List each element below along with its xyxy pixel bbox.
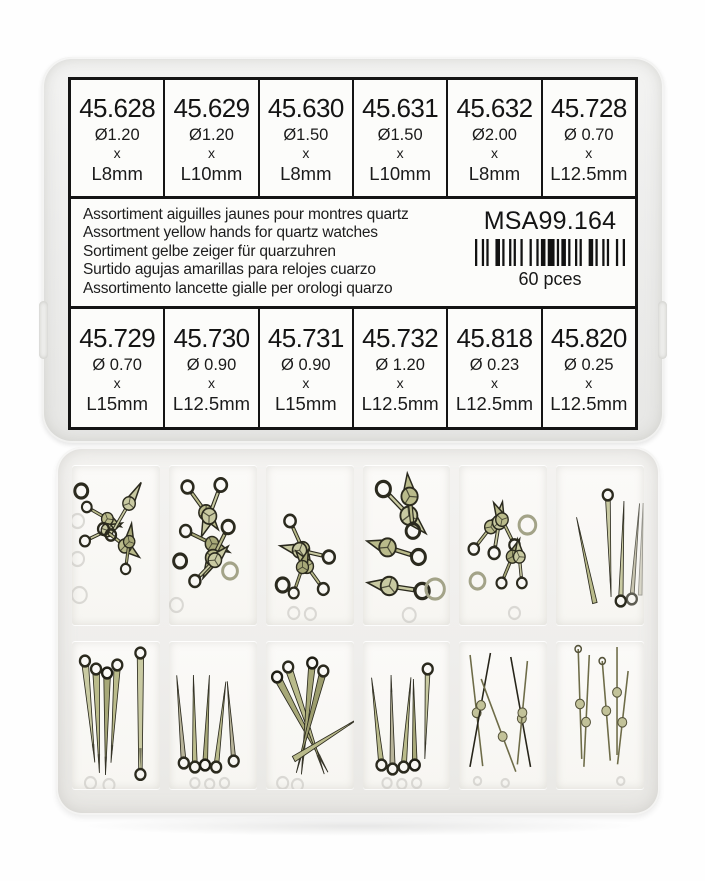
part-separator: x [302,374,310,391]
part-length: L8mm [91,162,143,184]
part-separator: x [302,144,310,161]
part-number: 45.728 [550,92,627,123]
label-cell-10 [354,309,448,427]
part-number: 45.628 [79,92,156,123]
part-number: 45.732 [362,322,439,353]
label-cell-4 [354,80,448,196]
part-separator: x [585,144,593,161]
label-descriptions [71,199,465,306]
compartment-45-630 [266,465,354,625]
part-separator: x [113,144,121,161]
part-separator: x [207,374,215,391]
compartment-45-631 [363,465,451,625]
part-diameter: Ø 0.23 [469,355,520,374]
compartment-45-818 [459,641,547,789]
part-number: 45.629 [173,92,250,123]
lid-tab-right [658,301,667,359]
part-separator: x [585,374,593,391]
part-number: 45.818 [456,322,533,353]
compartment-45-628 [72,465,160,625]
part-diameter: Ø 0.25 [564,355,614,374]
part-length: L12.5mm [361,392,439,414]
label-description-line-es: Surtido agujas amarillas para relojes cuarzo [83,261,376,279]
label-reference-block [465,199,635,306]
watch-hands-graphic [363,465,451,625]
label-cell-2 [165,80,259,196]
part-diameter: Ø2.00 [472,125,517,144]
part-diameter: Ø 1.20 [375,355,425,374]
label-cell-12 [543,309,635,427]
box-lid [42,57,664,443]
watch-hands-graphic [363,641,451,789]
part-separator: x [490,374,498,391]
part-length: L8mm [280,162,332,184]
label-cell-5 [448,80,542,196]
watch-hands-graphic [169,641,257,789]
part-length: L12.5mm [172,392,251,414]
part-length: L10mm [369,162,431,184]
label-cell-6 [543,80,635,196]
part-length: L8mm [468,162,521,184]
label-description-line-fr: Assortiment aiguilles jaunes pour montres quartz [83,206,409,223]
barcode [475,239,625,266]
part-diameter: Ø1.20 [94,125,140,144]
part-length: L10mm [180,162,243,184]
box-tray [56,447,660,815]
compartment-grid [72,465,644,789]
part-number: 45.631 [362,92,439,123]
watch-hands-graphic [266,465,354,625]
label-description-line-en: Assortment yellow hands for quartz watches [83,224,378,242]
watch-hands-graphic [169,465,257,625]
part-length: L12.5mm [455,392,534,414]
compartment-45-632 [459,465,547,625]
label-cell-7 [71,309,165,427]
part-separator: x [490,144,498,161]
part-separator: x [207,144,215,161]
label-row-bottom [71,309,635,427]
label-cell-8 [165,309,259,427]
watch-hands-graphic [459,465,547,625]
watch-hands-graphic [72,641,160,789]
part-number: 45.632 [456,92,533,123]
label-cell-11 [448,309,542,427]
label-cell-1 [71,80,165,196]
part-diameter: Ø1.20 [189,125,234,144]
watch-hands-graphic [459,641,547,789]
part-diameter: Ø1.50 [377,125,423,144]
label-description-line-it: Assortimento lancette gialle per orologi quarzo [83,279,393,297]
watch-hands-graphic [266,641,354,789]
reference-number: MSA99.164 [483,207,617,235]
part-number: 45.731 [267,322,344,353]
part-separator: x [396,374,404,391]
compartment-45-729 [72,641,160,789]
label-cell-3 [260,80,354,196]
tray-drop-shadow [78,816,640,836]
label-description-line-de: Sortiment gelbe zeiger für quarzuhren [83,242,336,260]
part-length: L15mm [86,392,149,414]
part-diameter: Ø 0.70 [564,125,614,144]
part-diameter: Ø 0.90 [186,355,237,374]
label-row-top [71,80,635,199]
assortment-label [68,77,638,430]
compartment-45-820 [556,641,644,789]
compartment-45-730 [169,641,257,789]
part-separator: x [396,144,404,161]
part-number: 45.820 [550,322,627,353]
label-info-band [71,199,635,309]
lid-tab-left [39,301,48,359]
label-cell-9 [260,309,354,427]
watch-hands-graphic [72,465,160,625]
compartment-45-732 [363,641,451,789]
piece-count: 60 pces [518,269,582,289]
watch-hands-graphic [556,641,644,789]
part-separator: x [113,374,121,391]
part-number: 45.630 [267,92,344,123]
part-number: 45.730 [173,322,250,353]
part-diameter: Ø1.50 [283,125,329,144]
part-number: 45.729 [79,322,156,353]
part-diameter: Ø 0.70 [92,355,142,374]
watch-hands-graphic [556,465,644,625]
part-diameter: Ø 0.90 [281,355,331,374]
compartment-45-629 [169,465,257,625]
part-length: L12.5mm [550,162,628,184]
part-length: L12.5mm [550,392,628,414]
part-length: L15mm [274,392,337,414]
compartment-45-731 [266,641,354,789]
compartment-45-728 [556,465,644,625]
